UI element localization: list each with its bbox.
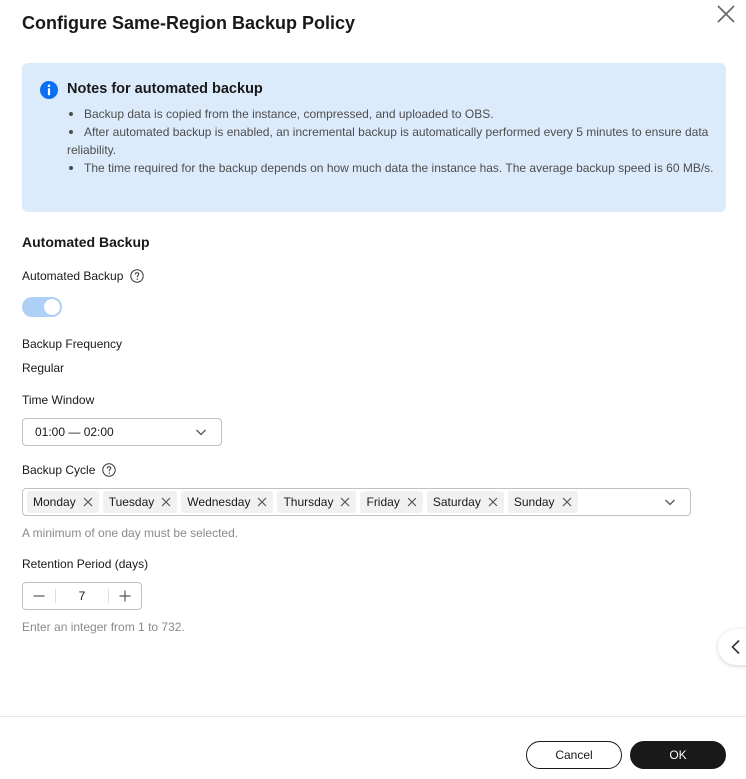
section-title: Automated Backup <box>22 234 150 250</box>
notice-item: The time required for the backup depends on how much data the instance has. The average backup speed is 60 MB/s. <box>67 159 715 177</box>
plus-icon <box>119 590 131 602</box>
automated-backup-label: Automated Backup <box>22 269 124 283</box>
dialog-title: Configure Same-Region Backup Policy <box>22 13 356 33</box>
minus-icon <box>33 590 45 602</box>
tag-label: Tuesday <box>108 495 155 509</box>
backup-cycle-select[interactable] <box>22 488 691 516</box>
increment-button[interactable] <box>109 583 141 609</box>
tag-monday <box>27 491 99 513</box>
info-icon <box>40 81 58 99</box>
tag-label: Thursday <box>283 495 334 509</box>
tag-sunday <box>508 491 578 513</box>
close-icon[interactable] <box>486 495 500 509</box>
backup-frequency-value: Regular <box>22 361 65 375</box>
retention-stepper <box>22 582 142 610</box>
ok-button[interactable]: OK <box>630 741 726 769</box>
chevron-down-icon <box>664 496 676 508</box>
time-window-label: Time Window <box>22 393 95 407</box>
backup-cycle-label-row <box>22 463 116 477</box>
close-icon[interactable] <box>159 495 173 509</box>
decrement-button[interactable] <box>23 583 55 609</box>
backup-cycle-label: Backup Cycle <box>22 463 96 477</box>
automated-backup-toggle[interactable] <box>22 297 62 317</box>
notice-panel <box>22 63 726 212</box>
backup-frequency-label: Backup Frequency <box>22 337 123 351</box>
tag-wednesday <box>181 491 273 513</box>
tag-label: Friday <box>366 495 400 509</box>
side-panel-toggle[interactable] <box>718 629 746 665</box>
automated-backup-label-row <box>22 269 144 283</box>
notice-item: Backup data is copied from the instance, compressed, and uploaded to OBS. <box>67 105 715 123</box>
backup-cycle-hint: A minimum of one day must be selected. <box>22 526 239 540</box>
help-icon[interactable] <box>130 269 144 283</box>
close-icon[interactable] <box>560 495 574 509</box>
tag-label: Sunday <box>513 495 555 509</box>
tag-label: Saturday <box>432 495 481 509</box>
notice-title: Notes for automated backup <box>67 81 263 97</box>
close-icon[interactable] <box>255 495 269 509</box>
close-button[interactable] <box>715 3 737 25</box>
chevron-down-icon <box>195 426 207 438</box>
retention-label: Retention Period (days) <box>22 557 149 571</box>
time-window-value: 01:00 — 02:00 <box>35 425 114 439</box>
tag-label: Wednesday <box>187 495 251 509</box>
notice-item: After automated backup is enabled, an incremental backup is automatically performed every 5 minutes to ensure data reliability. <box>67 123 715 159</box>
tag-tuesday <box>103 491 178 513</box>
footer-divider <box>0 716 746 717</box>
tag-label: Monday <box>33 495 76 509</box>
tag-list <box>27 491 578 513</box>
notice-list <box>67 105 715 177</box>
tag-saturday <box>427 491 504 513</box>
close-icon[interactable] <box>405 495 419 509</box>
help-icon[interactable] <box>102 463 116 477</box>
tag-thursday <box>277 491 356 513</box>
close-icon[interactable] <box>81 495 95 509</box>
cancel-button[interactable]: Cancel <box>526 741 622 769</box>
tag-friday <box>360 491 422 513</box>
close-icon[interactable] <box>338 495 352 509</box>
chevron-left-icon <box>729 639 743 655</box>
close-icon[interactable] <box>715 3 737 25</box>
retention-input[interactable]: 7 <box>78 589 86 603</box>
time-window-select[interactable] <box>22 418 222 446</box>
retention-hint: Enter an integer from 1 to 732. <box>22 620 185 634</box>
toggle-knob <box>44 299 60 315</box>
